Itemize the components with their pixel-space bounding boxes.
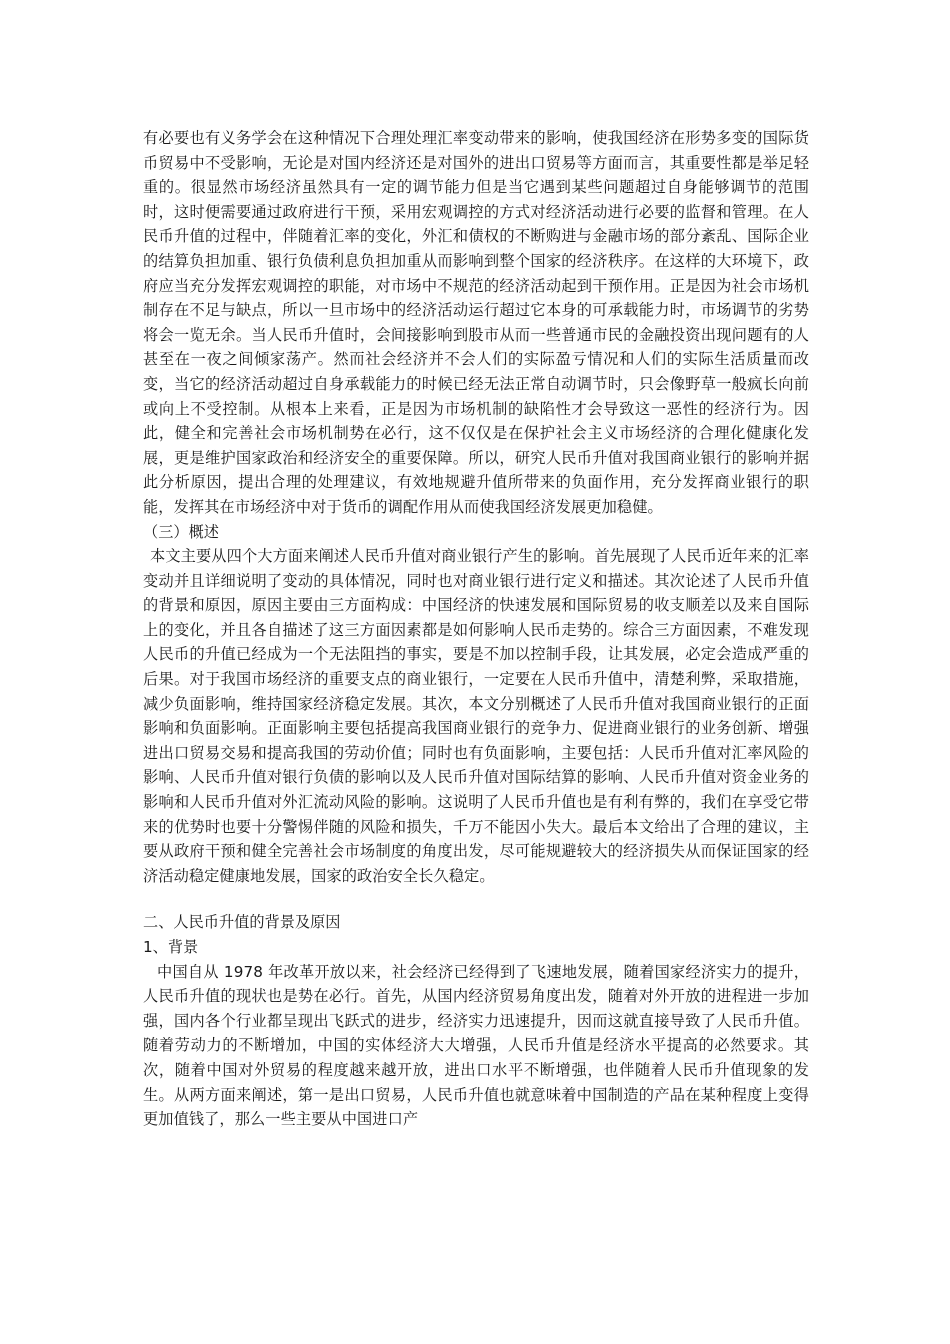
paragraph-spacer: [143, 888, 809, 910]
body-paragraph-1: 有必要也有义务学会在这种情况下合理处理汇率变动带来的影响，使我国经济在形势多变的国际货币贸易中不受影响，无论是对国内经济还是对国外的进出口贸易等方面而言，其重要性都是举足轻重的。很显然市场经济虽然具有一定的调节能力但是当它遇到某些问题超过自身能够调节的范围时，这时便需要通过政府进行干预，采用宏观调控的方式对经济活动进行必要的监督和管理。在人民币升值的过程中，伴随着汇率的变化，外汇和债权的不断购进与金融市场的部分紊乱、国际企业的结算负担加重、银行负债利息负担加重从而影响到整个国家的经济秩序。在这样的大环境下，政府应当充分发挥宏观调控的职能，对市场中不规范的经济活动起到干预作用。正是因为社会市场机制存在不足与缺点，所以一旦市场中的经济活动运行超过它本身的可承载能力时，市场调节的劣势将会一览无余。当人民币升值时，会间接影响到股市从而一些普通市民的金融投资出现问题有的人甚至在一夜之间倾家荡产。然而社会经济并不会人们的实际盈亏情况和人们的实际生活质量而改变，当它的经济活动超过自身承载能力的时候已经无法正常自动调节时，只会像野草一般疯长向前或向上不受控制。从根本上来看，正是因为市场机制的缺陷性才会导致这一恶性的经济行为。因此，健全和完善社会市场机制势在必行，这不仅仅是在保护社会主义市场经济的合理化健康化发展，更是维护国家政治和经济安全的重要保障。所以，研究人民币升值对我国商业银行的影响并据此分析原因，提出合理的处理建议，有效地规避升值所带来的负面作用，充分发挥商业银行的职能，发挥其在市场经济中对于货币的调配作用从而使我国经济发展更加稳健。: [143, 129, 809, 516]
section-heading-overview: （三）概述: [143, 522, 219, 541]
body-paragraph-3: 中国自从 1978 年改革开放以来，社会经济已经得到了飞速地发展，随着国家经济实力的提升，人民币升值的现状也是势在必行。首先，从国内经济贸易角度出发，随着对外开放的进程进一步加强，国内各个行业都呈现出飞跃式的进步，经济实力迅速提升，因而这就直接导致了人民币升值。随着劳动力的不断增加，中国的实体经济大大增强，人民币升值是经济水平提高的必然要求。其次，随着中国对外贸易的程度越来越开放，进出口水平不断增强，也伴随着人民币升值现象的发生。从两方面来阐述，第一是出口贸易，人民币升值也就意味着中国制造的产品在某种程度上变得更加值钱了，那么一些主要从中国进口产: [143, 962, 809, 1129]
document-page: [143, 126, 809, 1132]
section-heading-2: 二、人民币升值的背景及原因: [143, 913, 341, 932]
body-paragraph-2: 本文主要从四个大方面来阐述人民币升值对商业银行产生的影响。首先展现了人民币近年来的汇率变动并且详细说明了变动的具体情况，同时也对商业银行进行定义和描述。其次论述了人民币升值的背景和原因，原因主要由三方面构成：中国经济的快速发展和国际贸易的收支顺差以及来自国际上的变化，并且各自描述了这三方面因素都是如何影响人民币走势的。综合三方面因素，不难发现人民币的升值已经成为一个无法阻挡的事实，要是不加以控制手段，让其发展，必定会造成严重的后果。对于我国市场经济的重要支点的商业银行，一定要在人民币升值中，清楚利弊，采取措施，减少负面影响，维持国家经济稳定发展。其次，本文分别概述了人民币升值对我国商业银行的正面影响和负面影响。正面影响主要包括提高我国商业银行的竞争力、促进商业银行的业务创新、增强进出口贸易交易和提高我国的劳动价值；同时也有负面影响，主要包括：人民币升值对汇率风险的影响、人民币升值对银行负债的影响以及人民币升值对国际结算的影响、人民币升值对资金业务的影响和人民币升值对外汇流动风险的影响。这说明了人民币升值也是有利有弊的，我们在享受它带来的优势时也要十分警惕伴随的风险和损失，千万不能因小失大。最后本文给出了合理的建议，主要从政府干预和健全完善社会市场制度的角度出发，尽可能规避较大的经济损失从而保证国家的经济活动稳定健康地发展，国家的政治安全长久稳定。: [143, 547, 809, 885]
subsection-heading-background: 1、背景: [143, 938, 199, 956]
